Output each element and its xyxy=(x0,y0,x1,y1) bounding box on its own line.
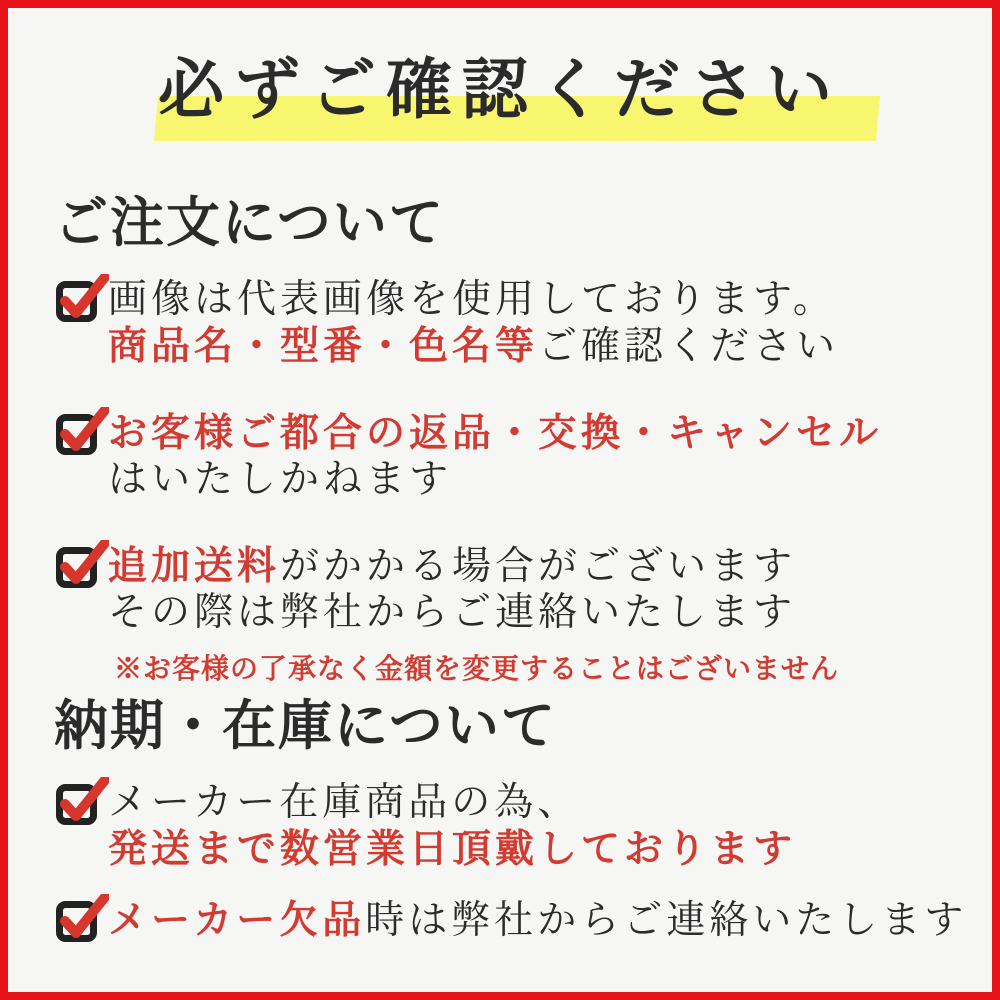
item-footnote: ※お客様の了承なく金額を変更することはございません xyxy=(114,652,840,685)
item-line xyxy=(108,897,974,944)
page-title: 必ずご確認ください xyxy=(158,50,842,128)
item-line xyxy=(108,457,974,503)
item-line xyxy=(108,323,974,370)
checked-checkbox-icon xyxy=(55,274,109,322)
text-segment: その際は弊社からご連絡いたします xyxy=(108,590,797,635)
item-line xyxy=(108,543,974,590)
item-text xyxy=(108,780,974,873)
text-segment-emphasis: お客様ご都合の返品・交換・キャンセル xyxy=(108,410,883,456)
checked-checkbox-icon xyxy=(55,407,109,455)
checked-checkbox-icon xyxy=(55,777,109,825)
item-text xyxy=(108,543,974,685)
text-segment: 画像は代表画像を使用しております。 xyxy=(108,277,836,322)
section-heading-delivery-stock: 納期・在庫について xyxy=(54,693,557,757)
title-block xyxy=(8,8,992,168)
text-segment-emphasis: 追加送料 xyxy=(108,543,281,589)
item-line xyxy=(108,780,974,826)
text-segment: はいたしかねます xyxy=(108,457,453,502)
checklist-item xyxy=(55,277,974,370)
item-line xyxy=(108,410,974,457)
section-heading-orders: ご注文について xyxy=(54,190,445,254)
checklist-item xyxy=(55,410,974,503)
text-segment-emphasis: 発送まで数営業日頂戴しております xyxy=(108,826,797,872)
item-line xyxy=(108,826,974,873)
text-segment: メーカー在庫商品の為、 xyxy=(108,780,581,825)
text-segment-emphasis: メーカー欠品 xyxy=(108,897,366,943)
checklist-item xyxy=(55,897,974,944)
item-text xyxy=(108,277,974,370)
item-line xyxy=(108,277,974,323)
text-segment: ご確認ください xyxy=(538,324,840,369)
checklist-item xyxy=(55,543,974,685)
text-segment-emphasis: 商品名・型番・色名等 xyxy=(108,323,539,369)
text-segment: がかかる場合がございます xyxy=(280,544,797,589)
item-text xyxy=(108,897,974,944)
checked-checkbox-icon xyxy=(55,894,109,942)
item-line xyxy=(108,590,974,636)
item-text xyxy=(108,410,974,503)
checked-checkbox-icon xyxy=(55,540,109,588)
checklist-item xyxy=(55,780,974,873)
text-segment: 時は弊社からご連絡いたします xyxy=(365,898,968,943)
